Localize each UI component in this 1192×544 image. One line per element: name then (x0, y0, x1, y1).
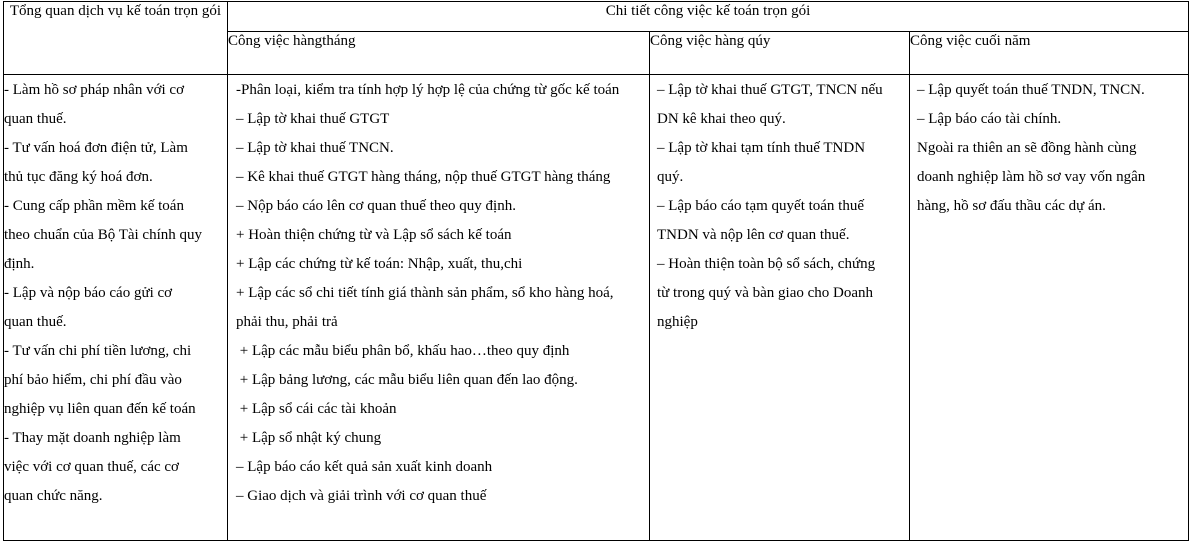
monthly-header: Công việc hàngtháng (228, 32, 650, 75)
text-line: + Lập bảng lương, các mẫu biểu liên quan đến lao động. (236, 372, 578, 388)
accounting-services-table (3, 1, 1189, 541)
quarterly-header: Công việc hàng qúy (650, 32, 910, 75)
monthly-cell (228, 75, 650, 541)
text-line: – Lập tờ khai thuế GTGT (236, 111, 390, 127)
text-line: nghiệp (657, 314, 698, 330)
text-line: phí bảo hiểm, chi phí đầu vào (4, 372, 182, 388)
quarterly-cell (650, 75, 910, 541)
text-line: nghiệp vụ liên quan đến kế toán (4, 401, 196, 417)
text-line: – Lập báo cáo tài chính. (917, 111, 1062, 127)
text-line: thủ tục đăng ký hoá đơn. (4, 169, 153, 185)
text-line: từ trong quý và bàn giao cho Doanh (657, 285, 873, 301)
text-line: - Làm hồ sơ pháp nhân với cơ (4, 82, 185, 98)
text-line: – Lập báo cáo tạm quyết toán thuế (657, 198, 865, 214)
text-line: quan chức năng. (4, 488, 103, 504)
text-line: – Hoàn thiện toàn bộ sổ sách, chứng (657, 256, 876, 272)
text-line: theo chuẩn của Bộ Tài chính quy (4, 227, 203, 243)
text-line: + Lập sổ cái các tài khoản (236, 401, 397, 417)
text-line: Ngoài ra thiên an sẽ đồng hành cùng (917, 140, 1137, 156)
text-line: DN kê khai theo quý. (657, 111, 786, 127)
text-line: quý. (657, 169, 684, 185)
yearend-header: Công việc cuối năm (910, 32, 1189, 75)
header-row-top (4, 2, 1189, 32)
text-line: – Kê khai thuế GTGT hàng tháng, nộp thuế GTGT hàng tháng (236, 169, 611, 185)
text-line: + Lập các chứng từ kế toán: Nhập, xuất, thu,chi (236, 256, 523, 272)
text-line: quan thuế. (4, 314, 67, 330)
text-line: + Lập các mẫu biểu phân bổ, khấu hao…theo quy định (236, 343, 570, 359)
detail-header: Chi tiết công việc kế toán trọn gói (228, 2, 1189, 32)
text-line: + Hoàn thiện chứng từ và Lập sổ sách kế toán (236, 227, 512, 243)
text-line: – Lập tờ khai thuế GTGT, TNCN nếu (657, 82, 883, 98)
text-line: – Lập tờ khai tạm tính thuế TNDN (657, 140, 866, 156)
text-line: – Giao dịch và giải trình với cơ quan thuế (236, 488, 487, 504)
text-line: – Nộp báo cáo lên cơ quan thuế theo quy định. (236, 198, 516, 214)
text-line: + Lập sổ nhật ký chung (236, 430, 382, 446)
text-line: doanh nghiệp làm hồ sơ vay vốn ngân (917, 169, 1146, 185)
text-line: -Phân loại, kiểm tra tính hợp lý hợp lệ của chứng từ gốc kế toán (236, 82, 620, 98)
text-line: - Lập và nộp báo cáo gửi cơ (4, 285, 173, 301)
text-line: phải thu, phải trả (236, 314, 338, 330)
text-line: – Lập báo cáo kết quả sản xuất kinh doanh (236, 459, 493, 475)
text-line: – Lập tờ khai thuế TNCN. (236, 140, 394, 156)
yearend-cell (910, 75, 1189, 541)
overview-cell (4, 75, 228, 541)
text-line: quan thuế. (4, 111, 67, 127)
text-line: việc với cơ quan thuế, các cơ (4, 459, 179, 475)
text-line: - Thay mặt doanh nghiệp làm (4, 430, 181, 446)
text-line: TNDN và nộp lên cơ quan thuế. (657, 227, 850, 243)
text-line: + Lập các sổ chi tiết tính giá thành sản phẩm, sổ kho hàng hoá, (236, 285, 614, 301)
content-row (4, 75, 1189, 541)
text-line: hàng, hồ sơ đấu thầu các dự án. (917, 198, 1106, 214)
text-line: định. (4, 256, 35, 272)
text-line: - Tư vấn chi phí tiền lương, chi (4, 343, 192, 359)
text-line: - Cung cấp phần mềm kế toán (4, 198, 184, 214)
text-line: – Lập quyết toán thuế TNDN, TNCN. (917, 82, 1145, 98)
text-line: - Tư vấn hoá đơn điện tử, Làm (4, 140, 188, 156)
overview-header: Tổng quan dịch vụ kế toán trọn gói (4, 2, 228, 75)
